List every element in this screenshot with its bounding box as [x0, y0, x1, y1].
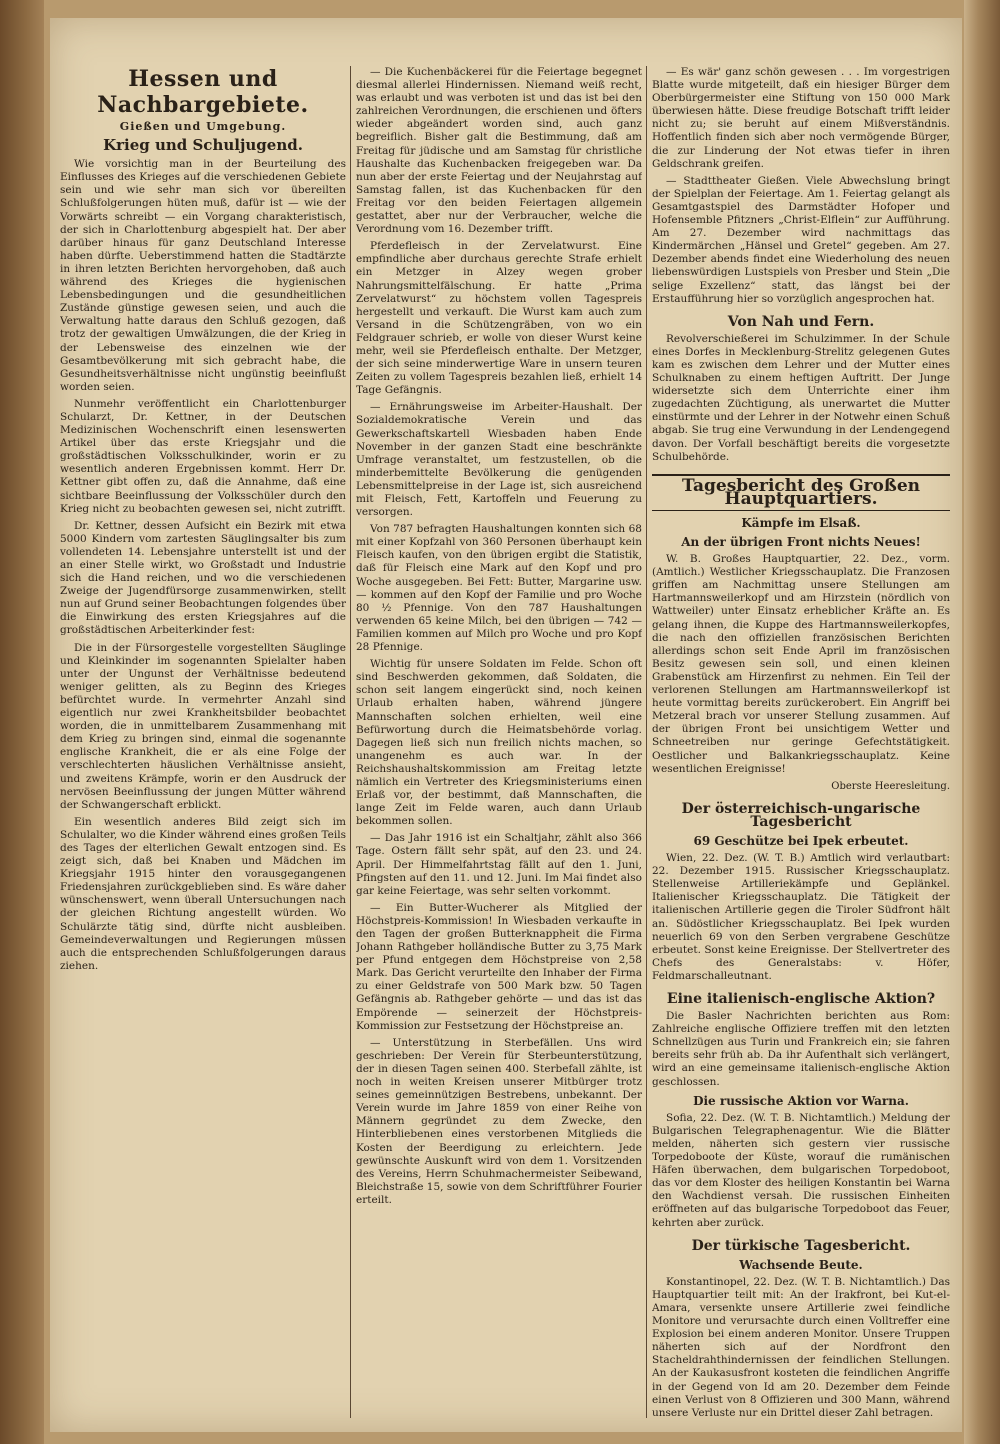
article-title: Krieg und Schuljugend. — [103, 136, 303, 155]
news-item: Wichtig für unsere Soldaten im Felde. Schon oft sind Beschwerden gekommen, daß Soldaten, die schon seit langem eingerückt sind, noch keinen Urlaub erhalten haben, während jüngere Mannschaften solchen erhielten, weil eine Befürwortung durch die Heimatsbehörde vorlag. Dagegen ließ sich nun freilich nichts machen, so unangenehm es auch war. In der Reichshaushaltskommission am Freitag letzte nämlich ein Vertreter des Kriegsministeriums einen Erlaß vor, der bestimmt, daß Mannschaften, die lange Zeit im Felde waren, auch dann Urlaub bekommen sollen. — [356, 658, 642, 828]
report-subtitle: Kämpfe im Elsaß. — [741, 515, 861, 530]
news-item: — Stadttheater Gießen. Viele Abwechslung bringt der Spielplan der Feiertage. Am 1. Feiertag gelangt als Gesamtgastspiel des Darmstädter Hofoper und Hofensemble Pfitzners „Christ-Elflein“ zur Aufführung. Am 27. Dezember wird nachmittags das Kindermärchen „Hänsel und Gretel“ gegeben. Am 27. Dezember abends findet eine Wiederholung des neuen liebenswürdigen Lustspiels von Presber und Stein „Die selige Exzellenz“ statt, das längst bei der Erstaufführung hier so vorzüglich angesprochen hat. — [652, 174, 950, 305]
column-1 — [60, 66, 346, 1418]
report-title: Der österreichisch-ungarische Tagesbericht — [681, 800, 921, 830]
news-item: Von 787 befragten Haushaltungen konnten sich 68 mit einer Kopfzahl von 360 Personen überhaupt kein Fleisch kaufen, von den übrigen ergibt die Statistik, daß für Fleisch eine Mark auf den Kopf und pro Woche ausgegeben. Bei Fett: Butter, Margarine usw. — kommen auf den Kopf der Familie und pro Woche 80 ½ Pfennige. Von den 787 Haushaltungen verwenden 65 keine Milch, bei den übrigen — 742 — Familien kommen auf Milch pro Woche und pro Kopf 28 Pfennige. — [356, 523, 642, 654]
column-rule — [646, 66, 647, 1418]
article-paragraph: Ein wesentlich anderes Bild zeigt sich im Schulalter, wo die Kinder während eines großen Teils des Tages der elterlichen Gewalt entzogen sind. Es zeigt sich, daß bei Knaben und Mädchen im Kriegsjahr 1915 hinter den vorausgegangenen Friedensjahren zurückgeblieben sind. Es wäre daher wünschenswert, wenn überall Untersuchungen nach der gleichen Richtung angestellt würden. Wo Schulärzte tätig sind, dürfte nicht ausbleiben. Gemeindeverwaltungen und Regierungen müssen auch die entsprechenden Schlußfolgerungen daraus ziehen. — [60, 815, 346, 972]
article-paragraph: Wie vorsichtig man in der Beurteilung des Einflusses des Krieges auf die verschiedenen Gebiete sein und wie sehr man sich vor übereilten Schlußfolgerungen hüten muß, dafür ist — wie der Vorwärts schreibt — ein Vorgang charakteristisch, der sich in Charlottenburg abgespielt hat. Der aber darüber hinaus für ganz Deutschland Interesse haben dürfte. Ueberstimmend hatten die Stadtärzte in ihren letzten Berichten hervorgehoben, daß auch während des Krieges die hygienischen Lebensbedingungen und die gesundheitlichen Zustände günstige gewesen seien, und auch die Verwaltung hatte daraus den Schluß gezogen, daß trotz der gewaltigen Umwälzungen, die der Krieg in der Lebensweise des einzelnen wie der Gesamtbevölkerung mit sich gebracht habe, die Gesundheitsverhältnisse nicht ungünstig beeinflußt worden seien. — [60, 158, 346, 393]
report-paragraph: W. B. Großes Hauptquartier, 22. Dez., vorm. (Amtlich.) Westlicher Kriegsschauplatz. Die Franzosen griffen am Nachmittag unsere Stellungen am Hartmannsweilerkopf und am Hirzstein (nördlich von Wattweiler) unter Einsatz erheblicher Kräfte an. Es gelang ihnen, die Kuppe des Hartmannsweilerkopfes, die nach den offiziellen französischen Berichten allerdings schon seit Ende April im französischen Besitz gewesen sein soll, und einen kleinen Grabenstück am Hirzenfirst zu nehmen. Ein Teil der verlorenen Stellungen am Hartmannsweilerkopf ist heute vormittag bereits zurückerobert. Ein Angriff bei Metzeral brach vor unserer Stellung zusammen. Auf der übrigen Front bei unsichtigem Wetter und Schneetreiben nur geringe Gefechtstätigkeit. Oestlicher und Balkankriegsschauplatz. Keine wesentlichen Ereignisse! — [652, 553, 950, 775]
report-paragraph: Wien, 22. Dez. (W. T. B.) Amtlich wird verlautbart: 22. Dezember 1915. Russischer Kriegsschauplatz. Stellenweise Artilleriekämpfe und Geplänkel. Italienischer Kriegsschauplatz. Die Tätigkeit der italienischen Artillerie gegen die Tiroler Südfront hält an. Südöstlicher Kriegsschauplatz. Bei Ipek wurden neuerlich 69 von den Serben vergrabene Geschütze erbeutet. Sonst keine Ereignisse. Der Stellvertreter des Chefs des Generalstabs: v. Höfer, Feldmarschalleutnant. — [652, 852, 950, 982]
book-spine — [0, 0, 44, 1444]
news-item: — Es wär' ganz schön gewesen . . . Im vorgestrigen Blatte wurde mitgeteilt, daß ein hiesiger Bürger dem Oberbürgermeister eine Stiftung von 150 000 Mark überwiesen hätte. Diese freudige Botschaft trifft leider nicht zu; sie beruht auf einem Mißverständnis. Hoffentlich finden sich aber noch vermögende Bürger, die zur Linderung der Not etwas tiefer in ihren Geldschrank greifen. — [652, 66, 950, 170]
report-title: Tagesbericht des Großen Hauptquartiers. — [652, 474, 950, 511]
report-subtitle: 69 Geschütze bei Ipek erbeutet. — [693, 833, 909, 848]
news-item: — Ein Butter-Wucherer als Mitglied der Höchstpreis-Kommission! In Wiesbaden verkaufte in den Tagen der großen Butterknappheit die Firma Johann Rathgeber holländische Butter zu 3,75 Mark per Pfund entgegen dem Höchstpreise von 2,58 Mark. Das Gericht verurteilte den Inhaber der Firma zu einer Geldstrafe von 500 Mark bzw. 50 Tagen Gefängnis ab. Rathgeber gehörte — und das ist das Empörende — seinerzeit der Höchstpreis-Kommission zur Festsetzung der Höchstpreise an. — [356, 901, 642, 1032]
report-paragraph: Konstantinopel, 22. Dez. (W. T. B. Nichtamtlich.) Das Hauptquartier teilt mit: An der Irakfront, bei Kut-el-Amara, versenkte unsere Artillerie zwei feindliche Monitore und verursachte durch einen Volltreffer eine Explosion bei einem anderen Monitor. Unsere Truppen näherten sich auf der Nordfront den Stacheldrahthindernissen der feindlichen Stellungen. An der Kaukasusfront kosteten die feindlichen Angriffe in der Gegend von Id am 20. Dezember dem Feinde einen Verlust von 8 Offizieren und 300 Mann, während unsere Verluste nur ein Drittel dieser Zahl betragen. — [652, 1275, 950, 1418]
department-title: Von Nah und Fern. — [727, 313, 875, 330]
article-paragraph: Dr. Kettner, dessen Aufsicht ein Bezirk mit etwa 5000 Kindern vom zartesten Säuglingsalter bis zum vollendeten 14. Lebensjahre unterstellt ist und der an einer Stelle wirkt, wo Großstadt und Industrie sich die Hand reichen, und wo die verschiedenen Zweige der Jugendfürsorge zusammenwirken, stellt nun auf Grund seiner Beobachtungen folgendes über die Einwirkung des ersten Kriegsjahres auf die großstädtischen Arbeiterkinder fest: — [60, 519, 346, 637]
article-paragraph: Nunmehr veröffentlicht ein Charlottenburger Schularzt, Dr. Kettner, in der Deutschen Medizinischen Wochenschrift einen lesenswerten Artikel über das erste Kriegsjahr und die großstädtischen Volksschulkinder, worin er zu wesentlich anderen Ergebnissen kommt. Herr Dr. Kettner gibt offen zu, daß die Annahme, daß eine sichtbare Beeinflussung der Volksschüler durch den Krieg nicht zu beobachten gewesen sei, nicht zutrifft. — [60, 397, 346, 515]
news-item: Pferdefleisch in der Zervelatwurst. Eine empfindliche aber durchaus gerechte Strafe erhielt ein Metzger in Alzey wegen grober Nahrungsmittelfälschung. Er hatte „Prima Zervelatwurst“ zu höchstem vollen Tagespreis hergestellt und verkauft. Die Wurst kam auch zum Versand in die Schützengräben, von wo ein Feldgrauer schrieb, er wolle von dieser Wurst keine mehr, weil sie Pferdefleisch enthalte. Der Metzger, der sich seine minderwertige Ware in unsern teuren Zeiten zu vollem Tagespreis bezahlen ließ, erhielt 14 Tage Gefängnis. — [356, 240, 642, 397]
section-subtitle: Gießen und Umgebung. — [119, 120, 287, 133]
section-title: Hessen und Nachbargebiete. — [97, 66, 309, 118]
article-paragraph: Die in der Fürsorgestelle vorgestellten Säuglinge und Kleinkinder im sogenannten Spielalter haben unter der Ungunst der Verhältnisse bedeutend weniger gelitten, als zu Beginn des Krieges befürchtet wurde. In vermehrter Anzahl sind eigentlich nur zwei Krankheitsbilder beobachtet worden, die in unmittelbarem Zusammenhang mit dem Krieg zu bringen sind, einmal die sogenannte englische Krankheit, die er als eine Folge der verschlechterten häuslichen Verhältnisse ansieht, und zweitens Krämpfe, worin er den Ausdruck der nervösen Beeinflussung der jungen Mütter während der Schwangerschaft erblickt. — [60, 641, 346, 811]
page-edge — [964, 0, 1000, 1444]
news-item: Revolverschießerei im Schulzimmer. In der Schule eines Dorfes in Mecklenburg-Strelitz gelegenen Gutes kam es zwischen dem Lehrer und der Mutter eines Schulknaben zu einem heftigen Auftritt. Der Junge widersetzte sich dem Unterrichte einer ihm zugedachten Züchtigung, als unerwartet die Mutter einstürmte und der Lehrer in der Notwehr einen Schuß abgab. Sie trug eine Verwundung in der Lendengegend davon. Der Vorfall beschäftigt bereits die vorgesetzte Schulbehörde. — [652, 332, 950, 463]
column-rule — [350, 66, 351, 1418]
column-2 — [356, 66, 642, 1418]
news-item: — Unterstützung in Sterbefällen. Uns wird geschrieben: Der Verein für Sterbeunterstützung, der in diesen Tagen seinen 400. Sterbefall zählte, ist noch in weiten Kreisen unserer Mitbürger trotz seines gemeinnützigen Bestrebens, unbekannt. Der Verein wurde im Jahre 1859 von einer Reihe von Männern gegründet zu dem Zwecke, den Hinterbliebenen eines verstorbenen Mitglieds die Kosten der Beerdigung zu erleichtern. Jede gewünschte Auskunft wird von dem 1. Vorsitzenden des Vereins, Herrn Schuhmachermeister Seibewand, Bleichstraße 15, sowie von dem Schriftführer Fourier erteilt. — [356, 1036, 642, 1206]
report-subtitle: An der übrigen Front nichts Neues! — [681, 535, 921, 549]
column-3 — [652, 66, 950, 1418]
report-subtitle: Wachsende Beute. — [739, 1257, 863, 1272]
news-item: — Ernährungsweise im Arbeiter-Haushalt. Der Sozialdemokratische Verein und das Gewerkschaftskartell Wiesbaden haben Ende November in der ganzen Stadt eine beschränkte Umfrage veranstaltet, um festzustellen, ob die minderbemittelte Bevölkerung die genügenden Lebensmittelpreise in der Lage ist, sich ausreichend mit Fleisch, Fett, Kartoffeln und Feuerung zu versorgen. — [356, 401, 642, 519]
news-item: — Das Jahr 1916 ist ein Schaltjahr, zählt also 366 Tage. Ostern fällt sehr spät, auf den 23. und 24. April. Der Himmelfahrtstag fällt auf den 1. Juni, Pfingsten auf den 11. und 12. Juni. Im Mai findet also gar keine Feiertage, was sehr selten vorkommt. — [356, 832, 642, 897]
article-title: Der türkische Tagesbericht. — [691, 1237, 911, 1254]
article-title: Eine italienisch-englische Aktion? — [666, 991, 936, 1007]
news-item: — Die Kuchenbäckerei für die Feiertage begegnet diesmal allerlei Hindernissen. Niemand weiß recht, was erlaubt und was verboten ist und das ist bei den zahlreichen Verordnungen, die erschienen und öfters wieder abgeändert worden sind, auch ganz begreiflich. Bisher galt die Bestimmung, daß am Freitag für jüdische und am Samstag für christliche Haushalte das Kuchenbacken freigegeben war. Da nun aber der erste Feiertag und der Neujahrstag auf Samstag fallen, ist das Kuchenbacken für den Freitag vor den beiden Feiertagen allgemein gestattet, aber nur der Verbraucher, welche die Verordnung vom 16. Dezember trifft. — [356, 66, 642, 236]
report-paragraph: Die Basler Nachrichten berichten aus Rom: Zahlreiche englische Offiziere treffen mit den letzten Schnellzügen aus Turin und Frankreich ein; sie fahren bereits sehr früh ab. Da ihr Aufenthalt sich verlängert, wird an eine gemeinsame italienisch-englische Aktion geschlossen. — [652, 1010, 950, 1088]
report-paragraph: Sofia, 22. Dez. (W. T. B. Nichtamtlich.) Meldung der Bulgarischen Telegraphenagentur. Wie die Blätter melden, näherten sich gestern vier russische Torpedoboote der Küste, worauf die rumänischen Häfen überwachen, dem bulgarischen Torpedoboot, das vor dem Kloster des heiligen Konstantin bei Warna den Wachdienst versah. Die russischen Einheiten eröffneten auf das bulgarische Torpedoboot das Feuer, kehrten aber zurück. — [652, 1111, 950, 1229]
newspaper-page — [50, 18, 962, 1432]
article-title: Die russische Aktion vor Warna. — [693, 1093, 909, 1108]
report-signature: Oberste Heeresleitung. — [831, 780, 950, 792]
